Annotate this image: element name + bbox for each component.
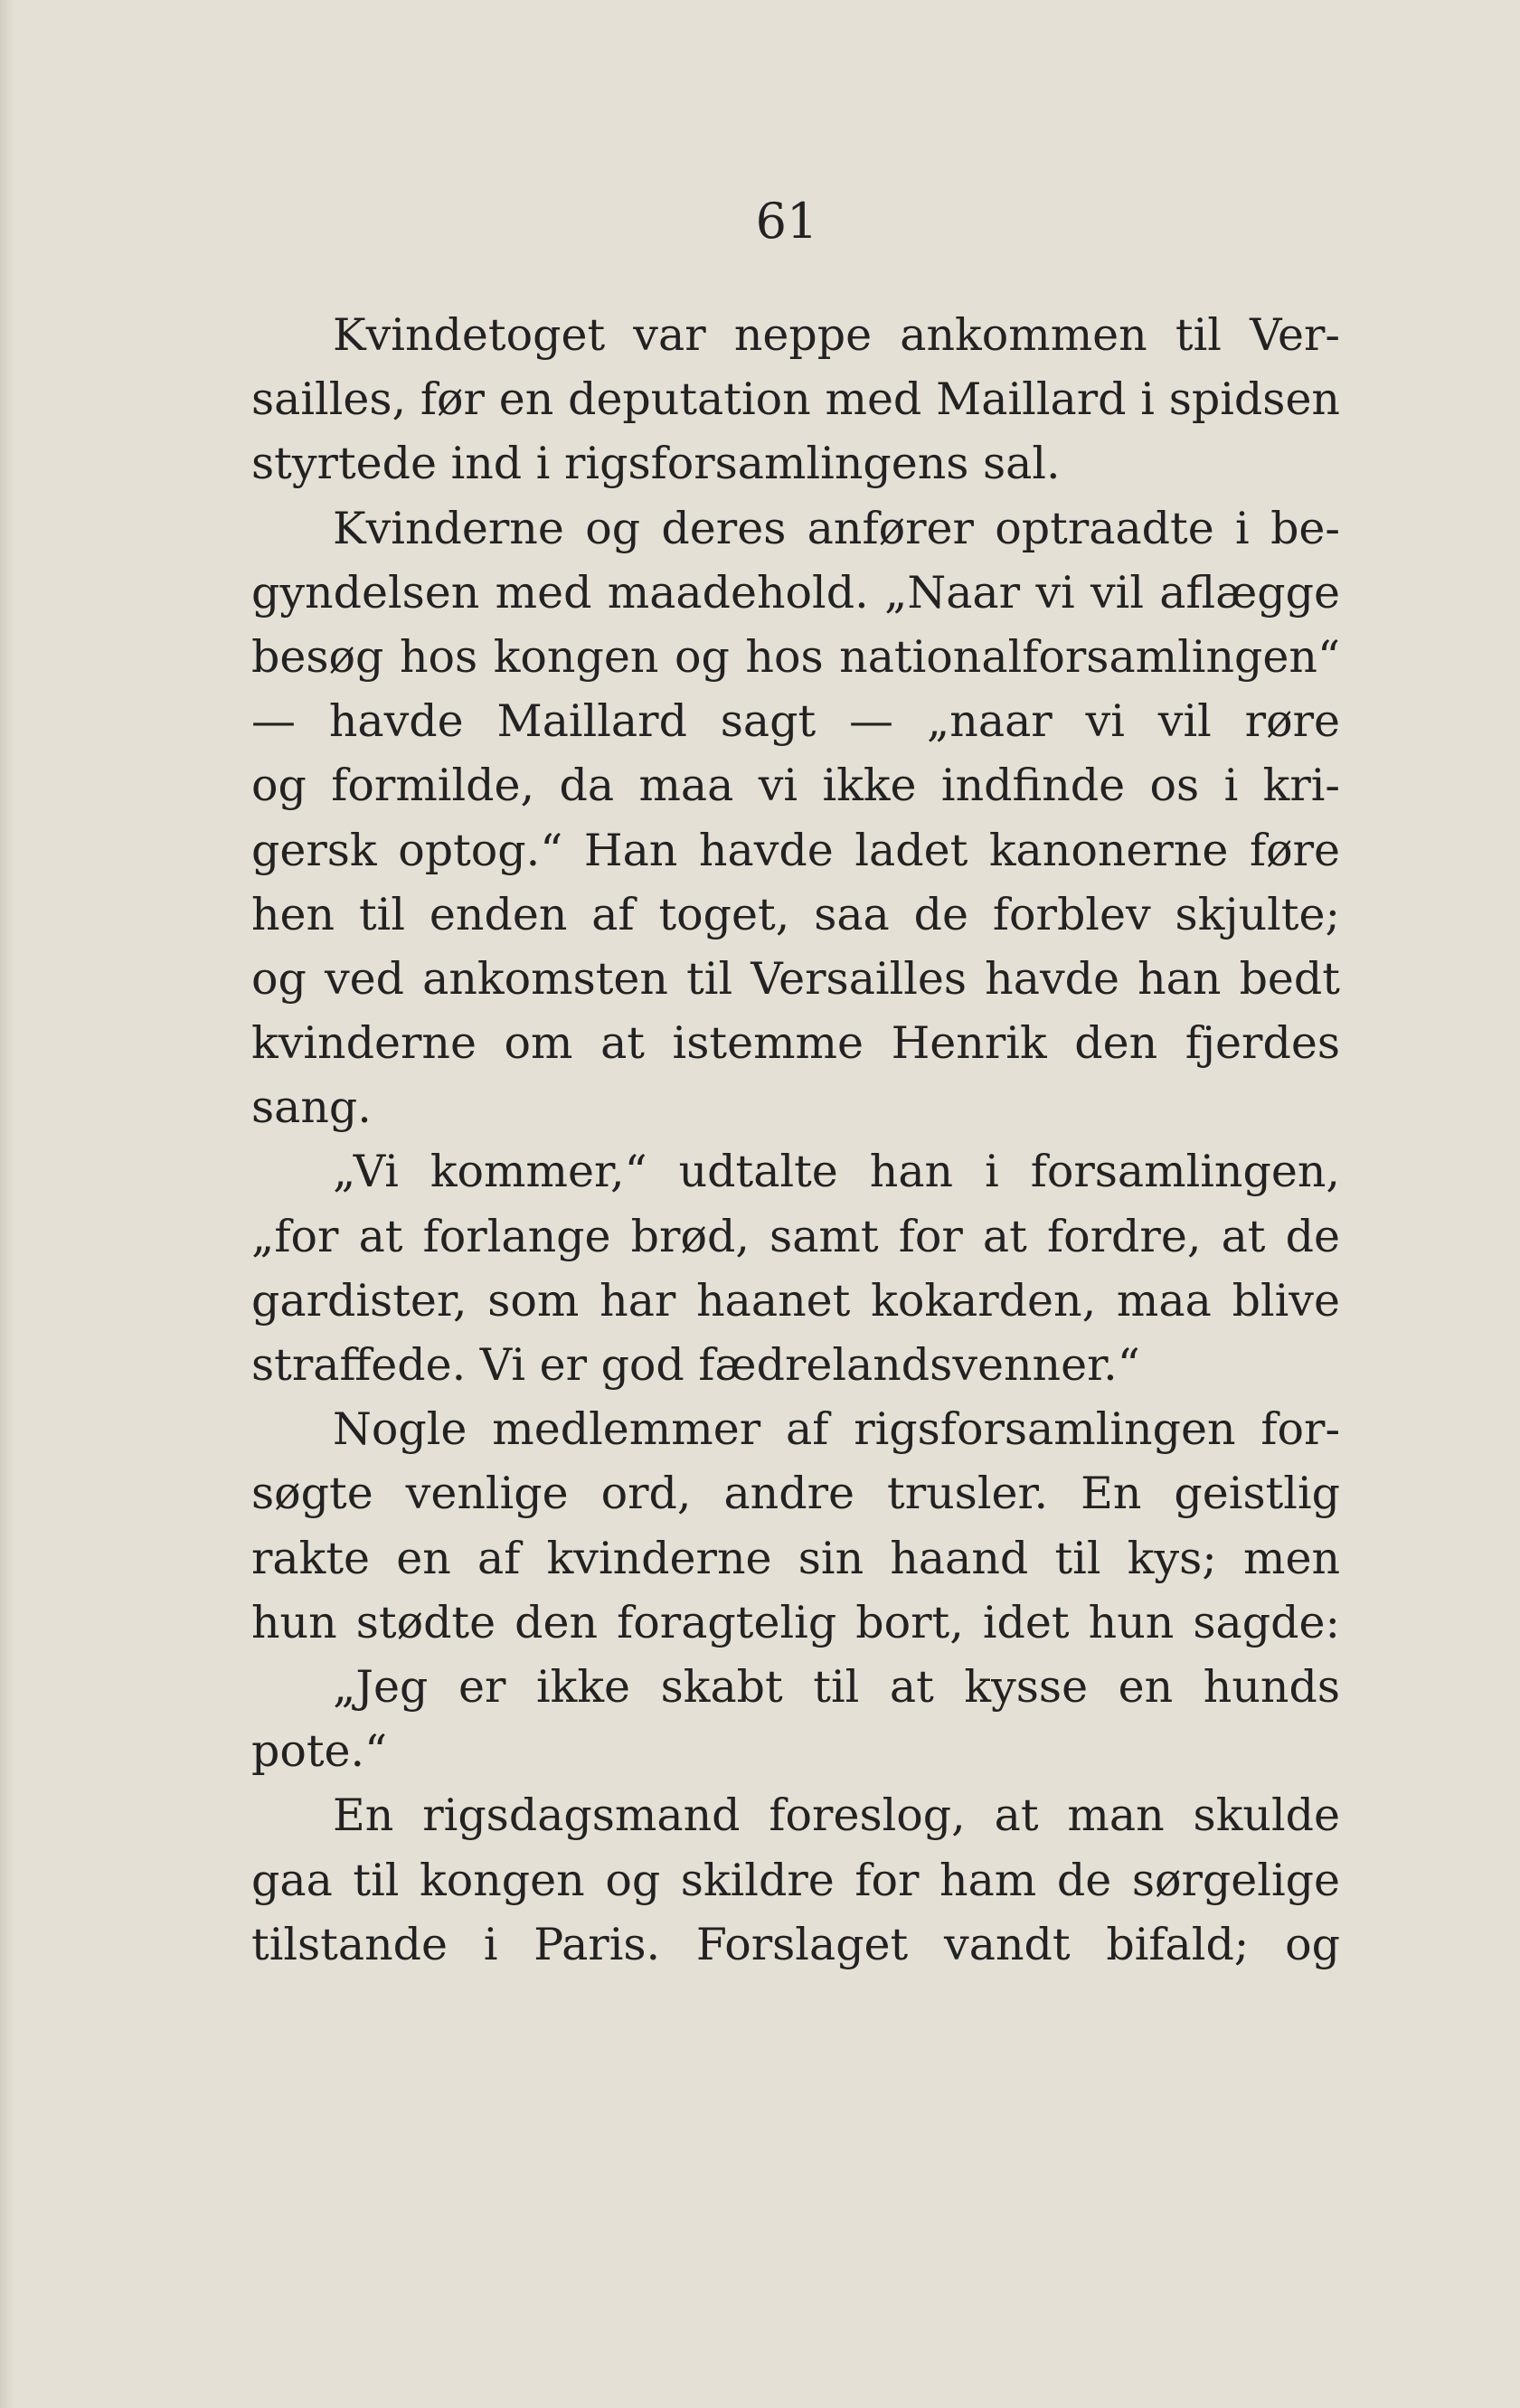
- body-text: [251, 303, 1340, 1977]
- text-line: „for at forlange brød, samt for at fordre, at de: [251, 1210, 1340, 1262]
- text-line: Kvinderne og deres anfører optraadte i be-: [333, 502, 1340, 554]
- text-line: „Vi kommer,“ udtalte han i forsamlingen,: [333, 1146, 1340, 1198]
- text-line: og ved ankomsten til Versailles havde han bedt: [251, 952, 1340, 1005]
- text-line: tilstande i Paris. Forslaget vandt bifald; og: [251, 1918, 1340, 1970]
- page-edge-shadow: [0, 0, 14, 2408]
- text-line: besøg hos kongen og hos nationalforsamlingen“: [251, 630, 1340, 683]
- text-line: — havde Maillard sagt — „naar vi vil røre: [251, 695, 1340, 748]
- text-line: „Jeg er ikke skabt til at kysse en hunds: [333, 1660, 1340, 1713]
- text-line: gersk optog.“ Han havde ladet kanonerne føre: [251, 824, 1340, 876]
- text-line: Nogle medlemmer af rigsforsamlingen for-: [333, 1403, 1340, 1456]
- text-line: rakte en af kvinderne sin haand til kys; men: [251, 1532, 1340, 1584]
- text-line: hen til enden af toget, saa de forblev skjulte;: [251, 888, 1340, 940]
- page-number: 61: [755, 193, 818, 250]
- text-line: gardister, som har haanet kokarden, maa blive: [251, 1274, 1340, 1327]
- text-line: kvinderne om at istemme Henrik den fjerdes: [251, 1017, 1340, 1070]
- text-line: gaa til kongen og skildre for ham de sørgelige: [251, 1854, 1340, 1906]
- text-line: og formilde, da maa vi ikke indfinde os i kri-: [251, 760, 1340, 812]
- text-line: sang.: [251, 1081, 372, 1134]
- text-line: sailles, før en deputation med Maillard i spidsen: [251, 373, 1340, 426]
- text-line: søgte venlige ord, andre trusler. En geistlig: [251, 1468, 1340, 1520]
- text-line: straffede. Vi er god fædrelandsvenner.“: [251, 1339, 1140, 1391]
- text-line: En rigsdagsmand foreslog, at man skulde: [333, 1789, 1340, 1842]
- text-line: pote.“: [251, 1725, 388, 1778]
- text-line: styrtede ind i rigsforsamlingens sal.: [251, 438, 1061, 490]
- text-line: hun stødte den foragtelig bort, idet hun sagde:: [251, 1596, 1340, 1648]
- text-line: gyndelsen med maadehold. „Naar vi vil aflægge: [251, 566, 1340, 619]
- text-line: Kvindetoget var neppe ankommen til Ver-: [333, 309, 1340, 361]
